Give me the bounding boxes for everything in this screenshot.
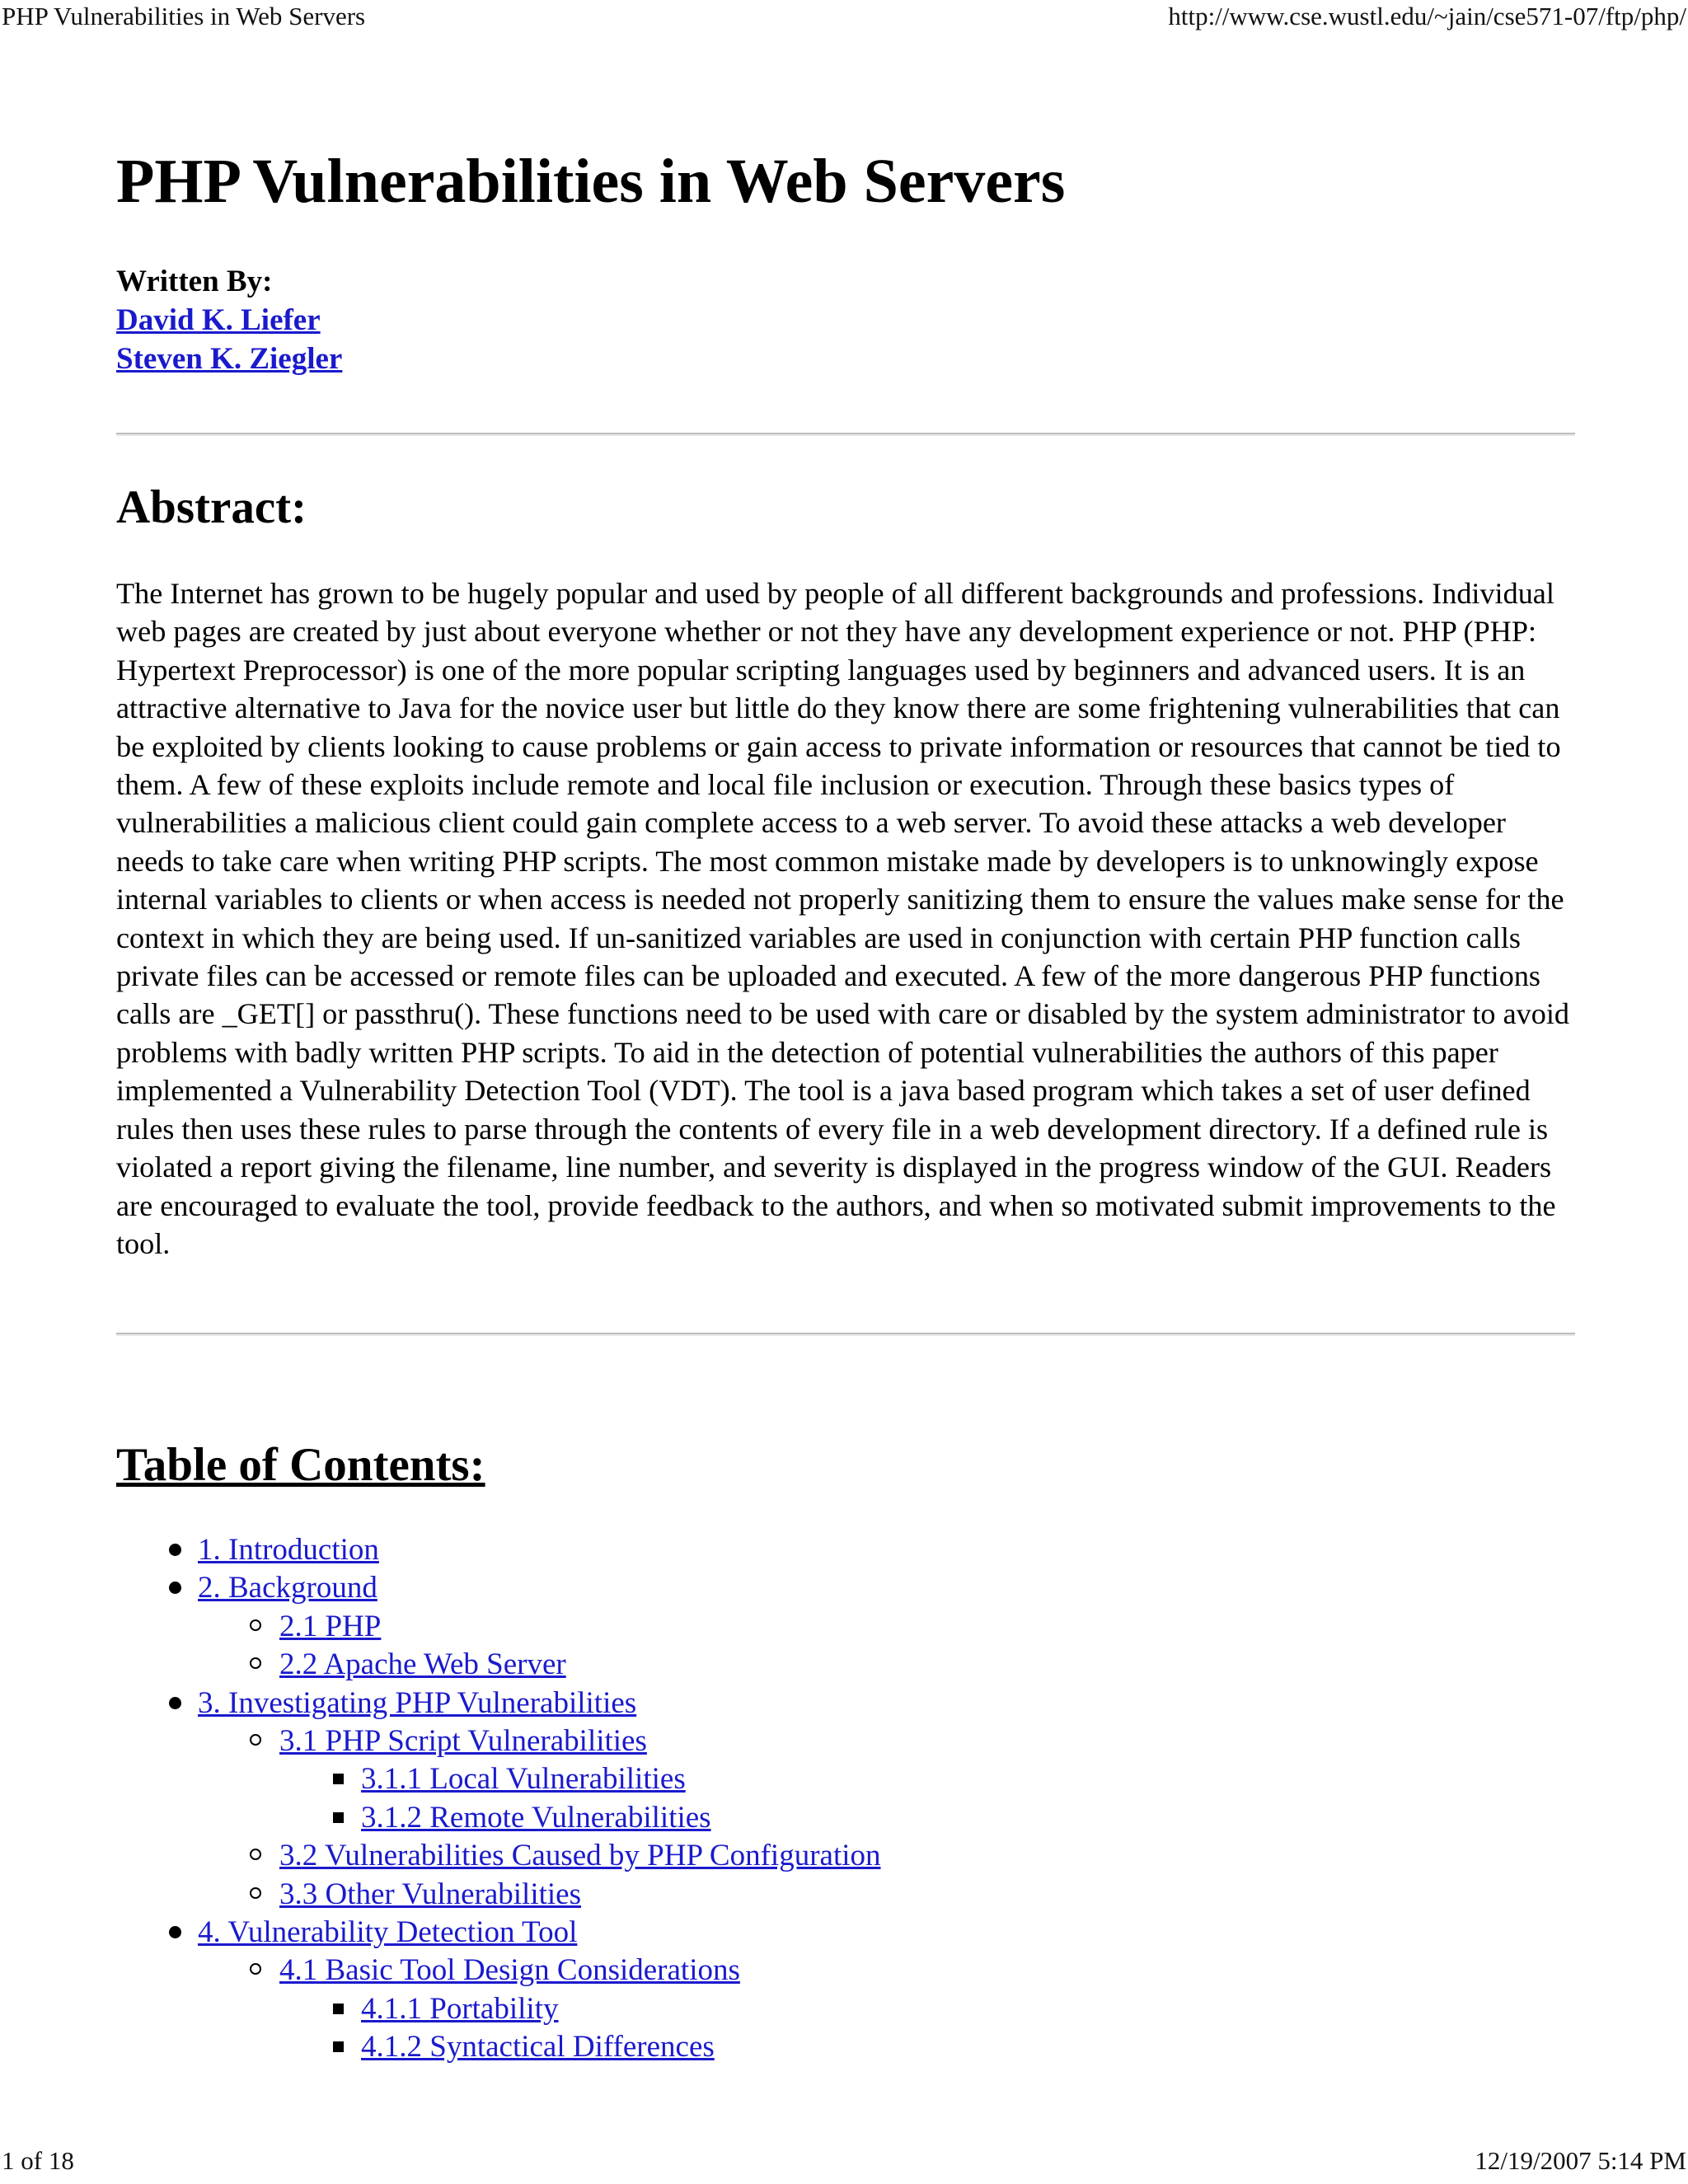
hollow-circle-bullet-icon	[250, 1887, 261, 1899]
toc-link[interactable]: 1. Introduction	[198, 1533, 379, 1567]
toc-item	[116, 1876, 881, 1914]
filled-disc-bullet-icon	[169, 1697, 181, 1709]
toc-link[interactable]: 4.1.2 Syntactical Differences	[361, 2030, 715, 2064]
table-of-contents	[116, 1531, 881, 2066]
print-timestamp: 12/19/2007 5:14 PM	[1475, 2146, 1686, 2175]
hollow-circle-bullet-icon	[250, 1849, 261, 1860]
toc-link[interactable]: 3.1.1 Local Vulnerabilities	[361, 1762, 686, 1797]
print-header-title: PHP Vulnerabilities in Web Servers	[2, 2, 366, 30]
hollow-circle-bullet-icon	[250, 1734, 261, 1746]
toc-link[interactable]: 2.1 PHP	[279, 1609, 382, 1643]
toc-link[interactable]: 2. Background	[198, 1571, 377, 1605]
abstract-text: The Internet has grown to be hugely popular and used by people of all different backgrounds and professions. Individual web pages are created by just about everyone whether or not they have any development experience or not. PHP (PHP: Hypertext Preprocessor) is one of the more popular scripting languages used by beginners and advanced users. It is an attractive alternative to Java for the novice user but little do they know there are some frightening vulnerabilities that can be exploited by clients looking to cause problems or gain access to private information or resources that cannot be tied to them. A few of these exploits include remote and local file inclusion or execution. Through these basics types of vulnerabilities a malicious client could gain complete access to a web server. To avoid these attacks a web developer needs to take care when writing PHP scripts. The most common mistake made by developers is to unknowingly expose internal variables to clients or when access is needed not properly sanitizing them to ensure the values make sense for the context in which they are being used. If un-sanitized variables are used in conjunction with certain PHP function calls private files can be accessed or remote files can be uploaded and executed. A few of the more dangerous PHP functions calls are _GET[] or passthru(). These functions need to be used with care or disabled by the system administrator to avoid problems with badly written PHP scripts. To aid in the detection of potential vulnerabilities the authors of this paper implemented a Vulnerability Detection Tool (VDT). The tool is a java based program which takes a set of user defined rules then uses these rules to parse through the contents of every file in a web development directory. If a defined rule is violated a report giving the filename, line number, and severity is displayed in the progress window of the GUI. Readers are encouraged to evaluate the tool, provide feedback to the authors, and when so motivated submit improvements to the tool.	[116, 577, 1569, 1260]
abstract-heading: Abstract:	[116, 481, 307, 533]
horizontal-rule	[116, 1333, 1575, 1336]
print-footer	[0, 2144, 1688, 2177]
toc-item	[116, 1569, 881, 1607]
toc-item	[116, 1608, 881, 1646]
toc-link[interactable]: 4.1 Basic Tool Design Considerations	[279, 1953, 740, 1988]
written-by-label: Written By:	[116, 265, 273, 298]
toc-link[interactable]: 3.2 Vulnerabilities Caused by PHP Configuration	[279, 1839, 881, 1873]
toc-link[interactable]: 3. Investigating PHP Vulnerabilities	[198, 1685, 637, 1720]
hollow-circle-bullet-icon	[250, 1963, 261, 1975]
toc-heading: Table of Contents:	[116, 1439, 485, 1491]
toc-item	[116, 1837, 881, 1875]
filled-disc-bullet-icon	[169, 1544, 181, 1556]
toc-item	[116, 1799, 881, 1837]
toc-item	[116, 1990, 881, 2028]
toc-link[interactable]: 2.2 Apache Web Server	[279, 1647, 566, 1682]
author-link-steven-ziegler[interactable]: Steven K. Ziegler	[116, 342, 343, 376]
square-bullet-icon	[333, 1812, 344, 1823]
byline	[116, 262, 342, 378]
square-bullet-icon	[333, 2004, 344, 2014]
horizontal-rule	[116, 433, 1575, 436]
page-title: PHP Vulnerabilities in Web Servers	[116, 147, 1066, 216]
toc-item	[116, 1722, 881, 1760]
toc-item	[116, 1531, 881, 1569]
toc-item	[116, 1914, 881, 1952]
print-header	[0, 0, 1688, 33]
toc-link[interactable]: 4. Vulnerability Detection Tool	[198, 1915, 578, 1949]
hollow-circle-bullet-icon	[250, 1619, 261, 1631]
filled-disc-bullet-icon	[169, 1926, 181, 1938]
hollow-circle-bullet-icon	[250, 1657, 261, 1669]
author-link-david-liefer[interactable]: David K. Liefer	[116, 303, 321, 337]
toc-link[interactable]: 3.1.2 Remote Vulnerabilities	[361, 1800, 711, 1835]
toc-list	[116, 1531, 881, 2066]
toc-item	[116, 2028, 881, 2066]
toc-item	[116, 1685, 881, 1722]
toc-link[interactable]: 4.1.1 Portability	[361, 1991, 559, 2026]
filled-disc-bullet-icon	[169, 1582, 181, 1594]
toc-item	[116, 1952, 881, 1990]
square-bullet-icon	[333, 2041, 344, 2052]
toc-item	[116, 1760, 881, 1798]
toc-item	[116, 1646, 881, 1684]
page-number: 1 of 18	[2, 2146, 74, 2175]
toc-link[interactable]: 3.3 Other Vulnerabilities	[279, 1877, 581, 1911]
square-bullet-icon	[333, 1774, 344, 1784]
toc-link[interactable]: 3.1 PHP Script Vulnerabilities	[279, 1723, 647, 1758]
print-header-url: http://www.cse.wustl.edu/~jain/cse571-07/ftp/php/	[1168, 2, 1686, 30]
